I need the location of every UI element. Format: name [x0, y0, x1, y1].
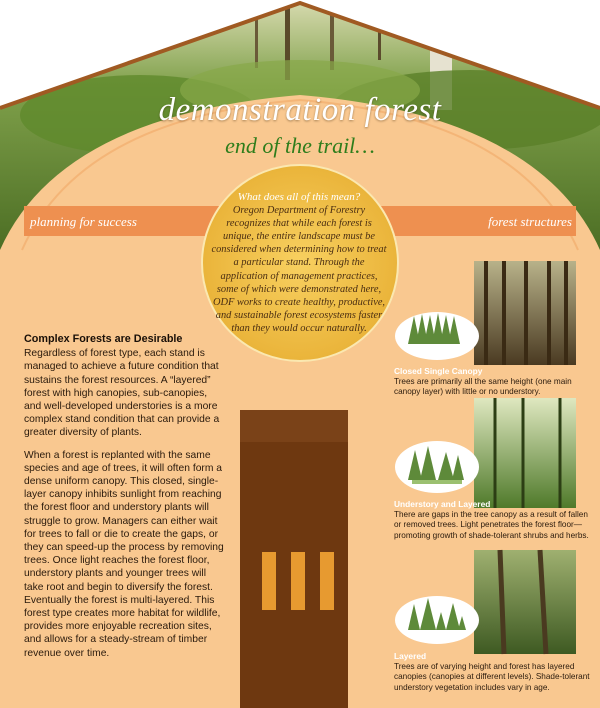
layered-photo — [474, 550, 576, 654]
article-paragraph: When a forest is replanted with the same species and age of trees, it will often form a dense uniform canopy. This closed, single-layer canopy inhibits sunlight from reaching the forest floor and understory plants will struggle to grow. Managers can either wait for trees to fall or die to create the gaps, or they can speed-up the process by removing trees. Once light reaches the forest floor, understory plants and younger trees will take root and begin to diversify the forest. Eventually the forest is multi-layered. This forest type creates more habitat for wildlife, provides more enjoyable recreation sites, and allows for a steady-stream of timber revenue over time. — [24, 449, 224, 659]
circle-question: What does all of this mean? — [237, 191, 361, 203]
structure-description: Trees are primarily all the same height (one main canopy layer) with little or no understory. — [394, 376, 572, 396]
circle-body: Oregon Department of Forestry recognizes that while each forest is unique, the entire landscape must be considered when determining how to treat a particular stand. Through the application of management practices, some of which were demonstrated here, ODF works to create healthy, productive, and sustainable forest ecosystems faster than they would occur naturally. — [211, 205, 387, 334]
article-heading: Complex Forests are Desirable — [24, 333, 183, 345]
structure-description: There are gaps in the tree canopy as a result of fallen or removed trees. Light penetrates the forest floor—promoting growth of shade-tolerant shrubs and herbs. — [394, 509, 589, 540]
circle-callout — [210, 191, 388, 335]
article — [24, 333, 224, 669]
structure-caption — [394, 651, 590, 693]
structure-caption — [394, 366, 590, 398]
structure-description: Trees are of varying height and forest has layered canopies (canopies at different levels). Shade-tolerant understory vegetation includes vary in age. — [394, 661, 590, 692]
structure-name: Closed Single Canopy — [394, 366, 483, 376]
band-left-label: planning for success — [30, 214, 137, 229]
band-right-label: forest structures — [488, 214, 572, 229]
sign-title: demonstration forest — [158, 92, 442, 128]
article-paragraph: Regardless of forest type, each stand is managed to achieve a future condition that sustains the forest resources. A “layered” forest with high canopies, sub-canopies, and well-developed understories is a more complex stand condition that can provide a greater diversity of plants. — [24, 348, 220, 439]
structure-name: Understory and Layered — [394, 499, 491, 509]
structure-name: Layered — [394, 651, 427, 661]
understory-illustration — [395, 441, 479, 493]
closed-canopy-illustration — [395, 312, 479, 360]
sign-subtitle: end of the trail… — [225, 133, 375, 158]
layered-illustration — [395, 596, 479, 644]
structure-caption — [394, 499, 590, 541]
